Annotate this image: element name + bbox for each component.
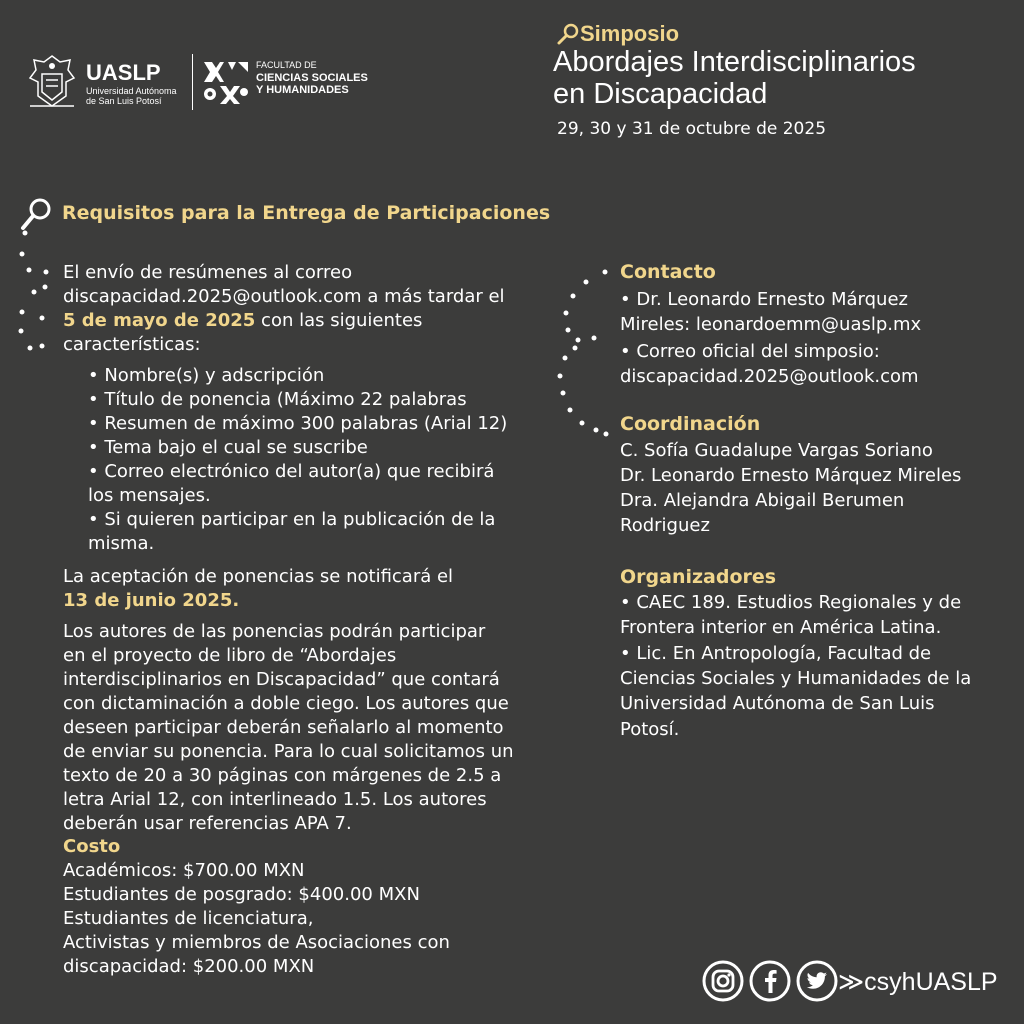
submission-deadline: 5 de mayo de 2025 [63,310,256,331]
list-item: • Correo electrónico del autor(a) que recibirá [88,461,495,482]
acceptance-text: La aceptación de ponencias se notificará el [63,566,454,587]
organizers-title: Organizadores [620,566,777,588]
paragraph-line: deberán usar referencias APA 7. [63,813,352,834]
list-item: • Si quieren participar en la publicación de la [88,509,496,530]
cost-line: Académicos: $700.00 MXN [63,860,305,881]
list-item: • Nombre(s) y adscripción [88,365,325,386]
uaslp-subtitle-line: de San Luis Potosí [86,96,162,106]
contact-title: Contacto [620,261,716,283]
uaslp-subtitle [86,86,177,106]
requirements-intro-rest: con las siguientes [255,310,423,331]
magnifier-icon [556,22,580,46]
social-handle[interactable] [838,966,998,998]
paragraph-line: Los autores de las ponencias podrán participar [63,621,486,642]
requirements-intro [63,309,422,333]
list-item: • Título de ponencia (Máximo 22 palabras [88,389,467,410]
double-chevron-icon: ≫ [838,968,865,996]
requirements-intro: características: [63,334,201,355]
paragraph-line: deseen participar deberán señalarlo al momento [63,717,504,738]
cost-line: Estudiantes de licenciatura, [63,908,314,929]
requirements-intro: El envío de resúmenes al correo [63,262,353,283]
social-handle-text: csyhUASLP [864,968,998,996]
organizers-line: • Lic. En Antropología, Facultad de [620,643,932,664]
organizers-line: Frontera interior en América Latina. [620,617,942,638]
event-title: Abordajes Interdisciplinarios [553,46,916,78]
organizers-line: Universidad Autónoma de San Luis [620,693,935,714]
list-item: misma. [88,533,155,554]
faculty-logo-icon [202,58,250,106]
paragraph-line: letra Arial 12, con interlineado 1.5. Los autores [63,789,487,810]
twitter-icon[interactable] [796,960,838,1002]
list-item: • Resumen de máximo 300 palabras (Arial 12) [88,413,508,434]
coordination-title: Coordinación [620,413,761,435]
magnifier-icon [18,196,54,236]
organizers-line: Potosí. [620,719,680,740]
faculty-name-line: Y HUMANIDADES [256,84,349,96]
paragraph-line: interdisciplinarios en Discapacidad” que contará [63,669,500,690]
cost-title: Costo [63,836,121,857]
paragraph-line: en el proyecto de libro de “Abordajes [63,645,397,666]
coordination-line: Rodriguez [620,515,710,536]
uaslp-title: UASLP [86,60,161,85]
institution-logos [26,52,376,112]
logo-divider [192,54,193,110]
contact-line: • Dr. Leonardo Ernesto Márquez [620,289,908,310]
uaslp-crest-icon [26,52,78,110]
contact-line: Mireles: leonardoemm@uaslp.mx [620,314,922,335]
list-item: • Tema bajo el cual se suscribe [88,437,368,458]
cost-line: Estudiantes de posgrado: $400.00 MXN [63,884,420,905]
cost-line: Activistas y miembros de Asociaciones con [63,932,450,953]
requirements-intro: discapacidad.2025@outlook.com a más tardar el [63,286,505,307]
requirements-title: Requisitos para la Entrega de Participaciones [62,202,551,224]
uaslp-subtitle-line: Universidad Autónoma [86,86,177,96]
acceptance-date: 13 de junio 2025. [63,590,240,611]
organizers-line: • CAEC 189. Estudios Regionales y de [620,592,962,613]
faculty-name-line: CIENCIAS SOCIALES [256,72,368,84]
contact-line: discapacidad.2025@outlook.com [620,366,919,387]
cost-line: discapacidad: $200.00 MXN [63,956,315,977]
facebook-icon[interactable] [749,960,791,1002]
faculty-name-line: FACULTAD DE [256,60,317,70]
coordination-line: Dra. Alejandra Abigail Berumen [620,490,905,511]
coordination-line: C. Sofía Guadalupe Vargas Soriano [620,440,933,461]
coordination-line: Dr. Leonardo Ernesto Márquez Mireles [620,465,962,486]
contact-line: • Correo oficial del simposio: [620,341,880,362]
paragraph-line: texto de 20 a 30 páginas con márgenes de 2.5 a [63,765,502,786]
event-dates: 29, 30 y 31 de octubre de 2025 [557,119,827,139]
list-item: los mensajes. [88,485,211,506]
event-title: en Discapacidad [553,78,768,110]
paragraph-line: con dictaminación a doble ciego. Los autores que [63,693,509,714]
paragraph-line: de enviar su ponencia. Para lo cual solicitamos un [63,741,514,762]
organizers-line: Ciencias Sociales y Humanidades de la [620,668,972,689]
instagram-icon[interactable] [702,960,744,1002]
event-label: Simposio [580,21,680,46]
